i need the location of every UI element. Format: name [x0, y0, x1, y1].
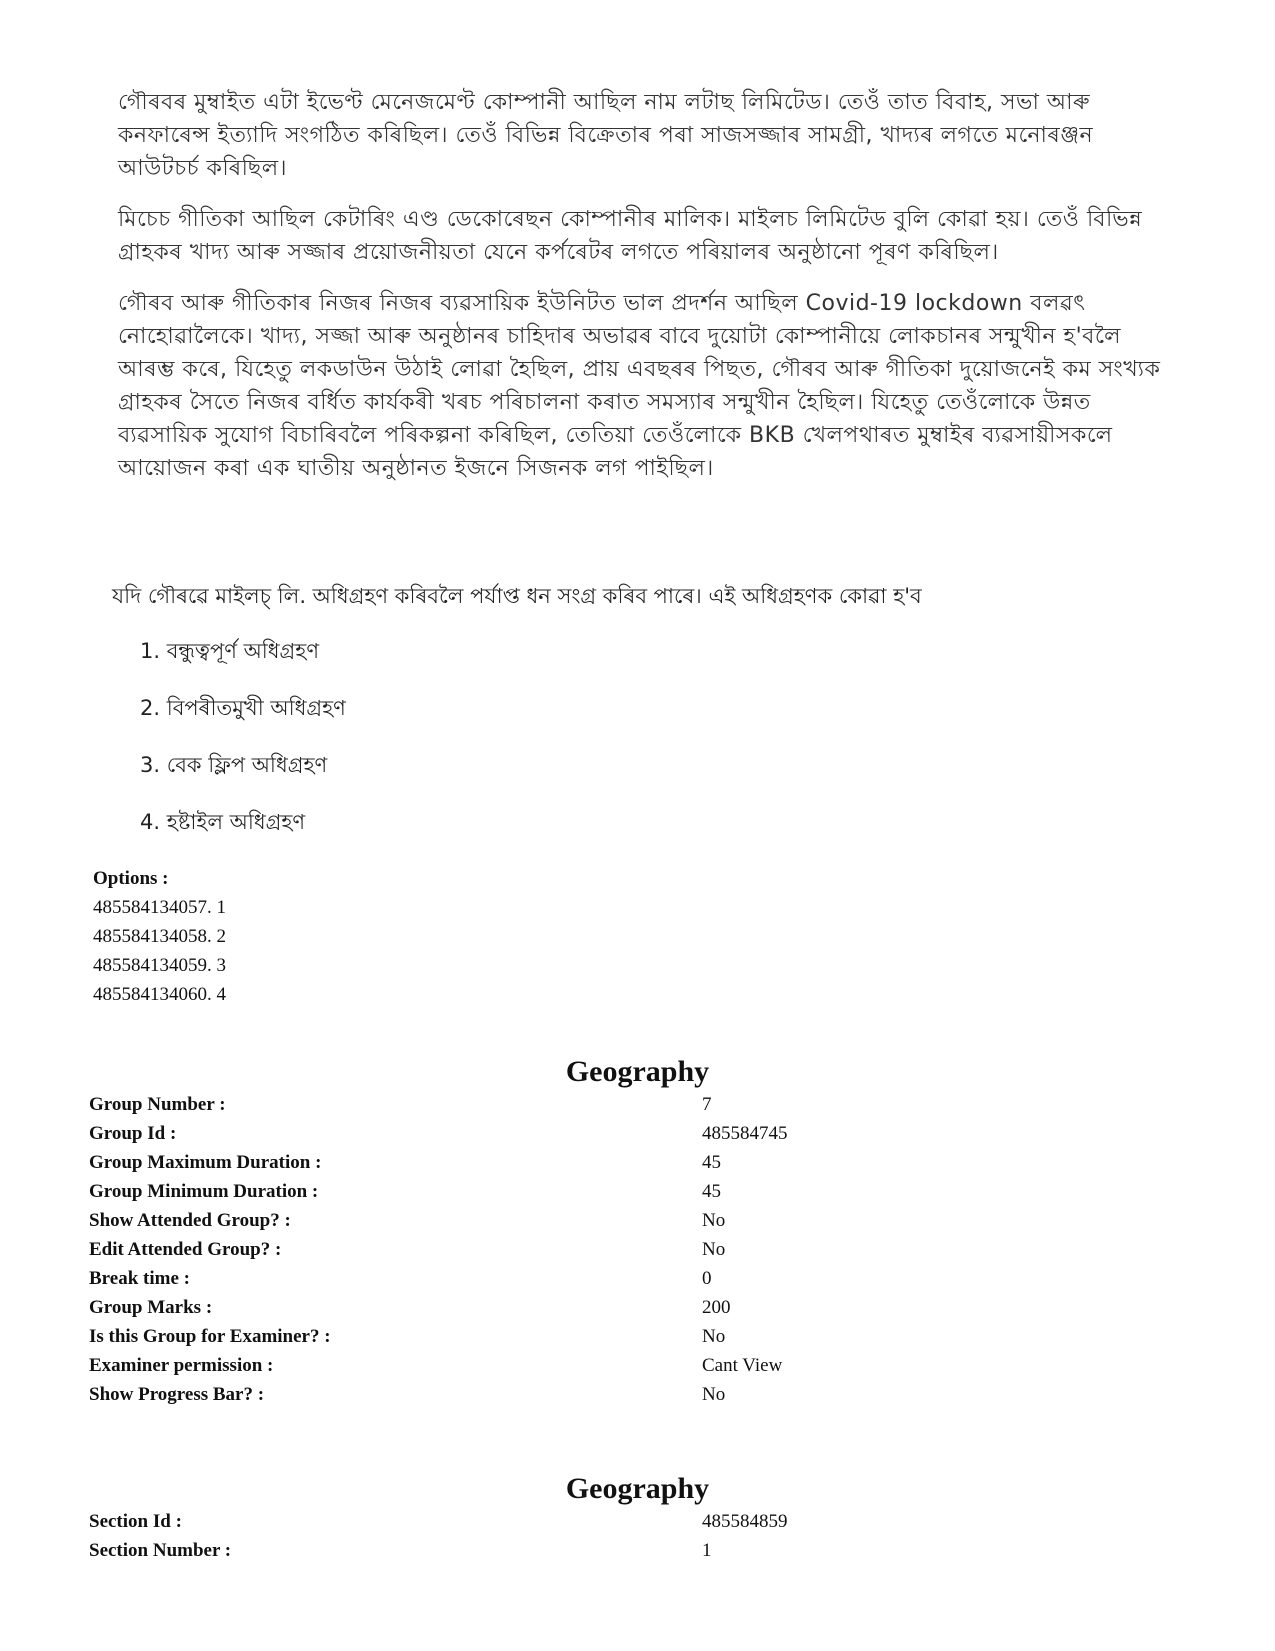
info-key: Group Minimum Duration :	[89, 1181, 319, 1202]
info-row	[89, 1540, 1189, 1569]
info-row	[89, 1239, 1189, 1268]
info-row	[89, 1297, 1189, 1326]
passage-paragraph: গৌৰব আৰু গীতিকাৰ নিজৰ নিজৰ ব্যৱসায়িক ইউনিটত ভাল প্ৰদৰ্শন আছিল Covid-19 lockdown বলৱৎ নোহোৱালৈকে। খাদ্য, সজ্জা আৰু অনুষ্ঠানৰ চাহিদাৰ অভাৱৰ বাবে দুয়োটা কোম্পানীয়ে লোকচানৰ সন্মুখীন হ'বলৈ আৰম্ভ কৰে, যিহেতু লকডাউন উঠাই লোৱা হৈছিল, প্ৰায় এবছৰৰ পিছত, গৌৰব আৰু গীতিকা দুয়োজনেই কম সংখ্যক গ্ৰাহকৰ সৈতে নিজৰ বৰ্ধিত কাৰ্যকৰী খৰচ পৰিচালনা কৰাত সমস্যাৰ সন্মুখীন হৈছিল। যিহেতু তেওঁলোকে উন্নত ব্যৱসায়িক সুযোগ বিচাৰিবলৈ পৰিকল্পনা কৰিছিল, তেতিয়া তেওঁলোকে BKB খেলপথাৰত মুম্বাইৰ ব্যৱসায়ীসকলে আয়োজন কৰা এক ঘাতীয় অনুষ্ঠানত ইজনে সিজনক লগ পাইছিল।	[118, 291, 1161, 481]
info-row	[89, 1210, 1189, 1239]
passage-paragraph: গৌৰবৰ মুম্বাইত এটা ইভেণ্ট মেনেজমেণ্ট কোম্পানী আছিল নাম লটাছ লিমিটেড। তেওঁ তাত বিবাহ, সভা আৰু কনফাৰেন্স ইত্যাদি সংগঠিত কৰিছিল। তেওঁ বিভিন্ন বিক্ৰেতাৰ পৰা সাজসজ্জাৰ সামগ্ৰী, খাদ্যৰ লগতে মনোৰঞ্জন আউটচৰ্চ কৰিছিল।	[118, 90, 1094, 181]
option-item: 485584134059. 3	[93, 955, 226, 976]
info-key: Section Id :	[89, 1511, 182, 1532]
info-row	[89, 1384, 1189, 1413]
passage-image-text	[118, 86, 1168, 503]
option-item: 485584134058. 2	[93, 926, 226, 947]
choice-4: 4. হষ্টাইল অধিগ্ৰহণ	[140, 810, 306, 834]
answer-choices	[140, 635, 346, 863]
info-key: Break time :	[89, 1268, 190, 1289]
info-key: Section Number :	[89, 1540, 232, 1561]
info-value: No	[702, 1239, 726, 1260]
info-value: No	[702, 1384, 726, 1405]
info-row	[89, 1326, 1189, 1355]
group-info-table	[89, 1094, 1189, 1413]
info-value: 7	[702, 1094, 712, 1115]
info-key: Group Id :	[89, 1123, 177, 1144]
info-key: Examiner permission :	[89, 1355, 274, 1376]
info-value: 485584859	[702, 1511, 788, 1532]
info-value: 0	[702, 1268, 712, 1289]
info-value: 45	[702, 1152, 721, 1173]
options-title: Options :	[93, 868, 169, 889]
info-row	[89, 1181, 1189, 1210]
info-key: Show Attended Group? :	[89, 1210, 291, 1231]
choice-3: 3. বেক ফ্লিপ অধিগ্ৰহণ	[140, 753, 328, 777]
info-value: 485584745	[702, 1123, 788, 1144]
info-value: 1	[702, 1540, 712, 1561]
section-heading: Geography	[565, 1472, 710, 1505]
group-heading: Geography	[565, 1055, 710, 1088]
info-row	[89, 1152, 1189, 1181]
info-key: Edit Attended Group? :	[89, 1239, 282, 1260]
info-value: No	[702, 1326, 726, 1347]
option-item: 485584134060. 4	[93, 984, 226, 1005]
options-list	[93, 864, 226, 1009]
info-value: 45	[702, 1181, 721, 1202]
option-item: 485584134057. 1	[93, 897, 226, 918]
info-key: Is this Group for Examiner? :	[89, 1326, 331, 1347]
choice-1: 1. বন্ধুত্বপূৰ্ণ অধিগ্ৰহণ	[140, 639, 320, 663]
info-row	[89, 1123, 1189, 1152]
info-key: Group Number :	[89, 1094, 226, 1115]
info-value: 200	[702, 1297, 731, 1318]
info-row	[89, 1268, 1189, 1297]
info-row	[89, 1094, 1189, 1123]
info-key: Group Maximum Duration :	[89, 1152, 322, 1173]
info-value: No	[702, 1210, 726, 1231]
question-text: যদি গৌৰৱে মাইলচ্ লি. অধিগ্ৰহণ কৰিবলৈ পৰ্যাপ্ত ধন সংগ্ৰ কৰিব পাৰে। এই অধিগ্ৰহণক কোৱা হ'ব	[112, 584, 922, 608]
passage-paragraph: মিচেচ গীতিকা আছিল কেটাৰিং এণ্ড ডেকোৰেছন কোম্পানীৰ মালিক। মাইলচ লিমিটেড বুলি কোৱা হয়। তেওঁ বিভিন্ন গ্ৰাহকৰ খাদ্য আৰু সজ্জাৰ প্ৰয়োজনীয়তা যেনে কৰ্পৰেটৰ লগতে পৰিয়ালৰ অনুষ্ঠানো পূৰণ কৰিছিল।	[118, 207, 1143, 265]
choice-2: 2. বিপৰীতমুখী অধিগ্ৰহণ	[140, 696, 346, 720]
info-value: Cant View	[702, 1355, 783, 1376]
info-row	[89, 1511, 1189, 1540]
info-row	[89, 1355, 1189, 1384]
info-key: Show Progress Bar? :	[89, 1384, 265, 1405]
section-info-table	[89, 1511, 1189, 1569]
info-key: Group Marks :	[89, 1297, 213, 1318]
